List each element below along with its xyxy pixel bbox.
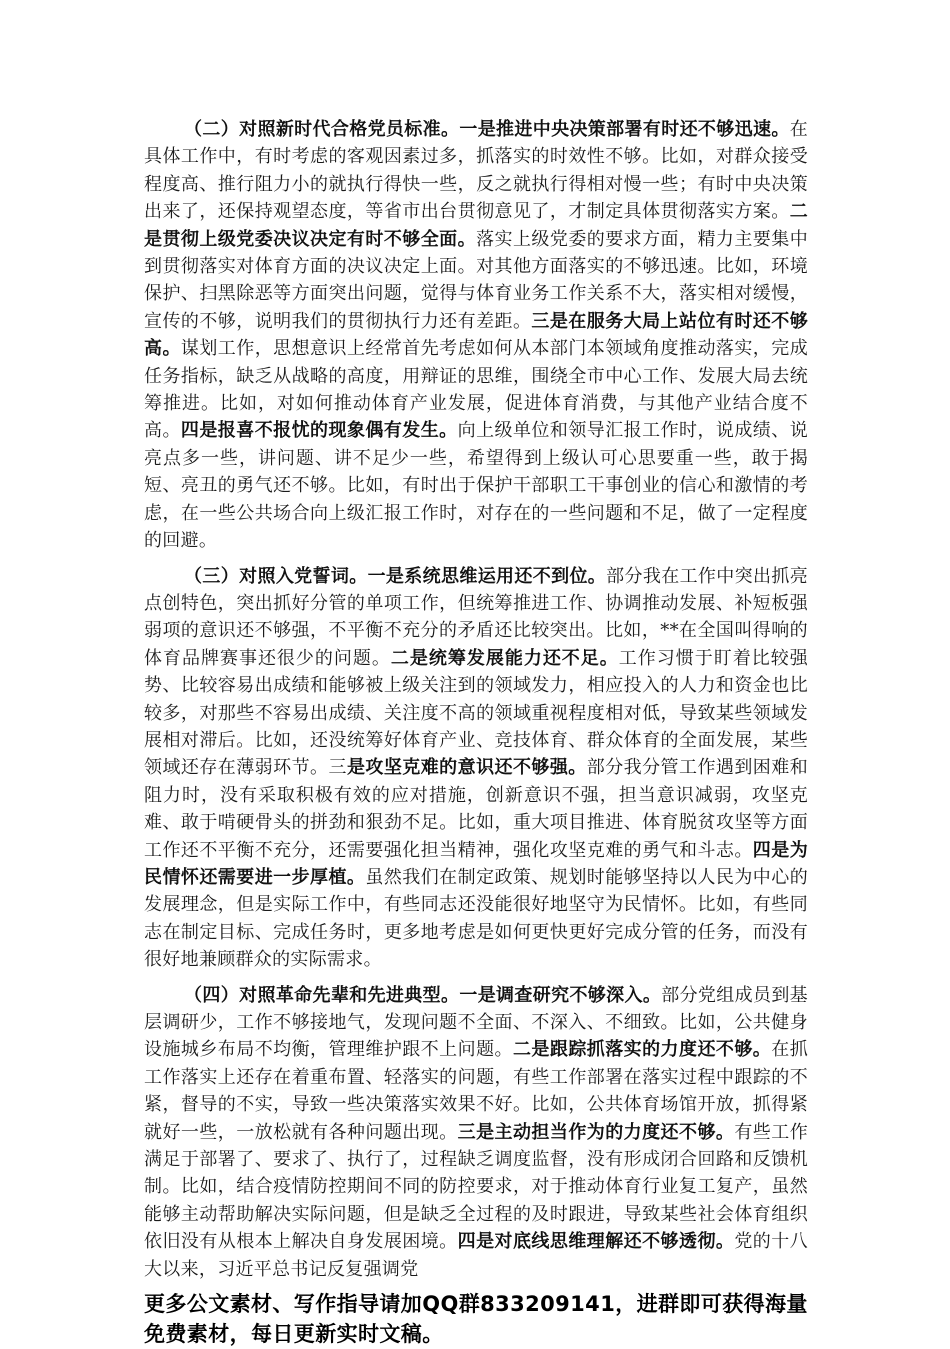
point-heading: 一是推进中央决策部署有时还不够迅速。 <box>459 119 790 140</box>
point-heading: 四是为民情怀还需要进一步厚植。 <box>144 839 808 888</box>
point-heading: 四是对底线思维理解还不够透彻。 <box>457 1231 735 1253</box>
point-heading: 三是主动担当作为的力度还不够。 <box>457 1121 735 1143</box>
body-text: 谋划工作，思想意识上经常首先考虑如何从本部门本领域角度推动落实，完成任务指标，缺乏从战略的高度，用辩证的思维，围绕全市中心工作、发展大局去统筹推进。比如，对如何推动体育产业发展，促进体育消费，与其他产业结合度不高。 <box>144 338 808 442</box>
body-text: 向上级单位和领导汇报工作时，说成绩、说亮点多一些，讲问题、讲不足少一些，希望得到上级认可心思要重一些，敢于揭短、亮丑的勇气还不够。比如，有时出于保护干部职工干事创业的信心和激情的考虑，在一些公共场合向上级汇报工作时，对存在的一些问题和不足，做了一定程度的回避。 <box>144 420 809 552</box>
body-text: 部分党组成员到基层调研少，工作不够接地气，发现问题不全面、不深入、不细致。比如，公共健身设施城乡布局不均衡，管理维护跟不上问题。 <box>144 984 808 1061</box>
body-text: 在具体工作中，有时考虑的客观因素过多，抓落实的时效性不够。比如，对群众接受程度高、推行阻力小的就执行得快一些，反之就执行得相对慢一些；有时中央决策出来了，还保持观望态度，等省市出台贯彻意见了，才制定具体贯彻落实方案。 <box>144 119 808 223</box>
body-text: 部分我在工作中突出抓亮点创特色，突出抓好分管的单项工作，但统筹推进工作、协调推动发展、补短板强弱项的意识还不够强，不平衡不充分的矛盾还比较突出。比如，**在全国叫得响的体育品牌赛事还很少的问题。 <box>144 565 808 669</box>
paragraph-4 <box>144 982 808 1283</box>
section-heading: （二）对照新时代合格党员标准。 <box>184 119 460 140</box>
point-heading: 四是报喜不报忧的现象偶有发生。 <box>180 420 458 442</box>
point-heading: 一是调查研究不够深入。 <box>459 984 662 1006</box>
point-heading: 二是跟踪抓落实的力度还不够。 <box>512 1039 772 1061</box>
body-text: 落实上级党委的要求方面，精力主要集中到贯彻落实对体育方面的决议决定上面。对其他方面落实的不够迅速。比如，环境保护、扫黑除恶等方面突出问题，觉得与体育业务工作关系不大，落实相对缓慢，宣传的不够，说明我们的贯彻执行力还有差距。 <box>144 228 808 332</box>
section-heading: （四）对照革命先辈和先进典型。 <box>184 984 460 1006</box>
point-heading: 是攻坚克难的意识还不够强。 <box>346 757 587 779</box>
body-text: 部分我分管工作遇到困难和阻力时，没有采取积极有效的应对措施，创新意识不强，担当意识减弱，攻坚克难、敢于啃硬骨头的拼劲和狠劲不足。比如，重大项目推进、体育脱贫攻坚等方面工作还不平衡不充分，还需要强化担当精神，强化攻坚克难的勇气和斗志。 <box>144 757 808 861</box>
promo-banner: 更多公文素材、写作指导请加QQ群833209141，进群即可获得海量免费素材，每日更新实时文稿。 <box>144 1292 808 1347</box>
point-heading: 一是系统思维运用还不到位。 <box>367 565 607 587</box>
body-text: 工作习惯于盯着比较强势、比较容易出成绩和能够被上级关注到的领域发力，相应投入的人力和资金也比较多，对那些不容易出成绩、关注度不高的领域重视程度相对低，导致某些领域发展相对滞后。比如，还没统筹好体育产业、竞技体育、群众体育的全面发展，某些领域还存在薄弱环节。三 <box>144 647 808 779</box>
section-heading: （三）对照入党誓词。 <box>184 565 368 587</box>
body-text: 有些工作满足于部署了、要求了、执行了，过程缺乏调度监督，没有形成闭合回路和反馈机制。比如，结合疫情防控期间不同的防控要求，对于推动体育行业复工复产，虽然能够主动帮助解决实际问题，但是缺乏全过程的及时跟进，导致某些社会体育组织依旧没有从根本上解决自身发展困境。 <box>144 1121 809 1253</box>
point-heading: 二是贯彻上级党委决议决定有时不够全面。 <box>144 201 808 250</box>
point-heading: 三是在服务大局上站位有时还不够高。 <box>144 310 808 360</box>
body-text: 在抓工作落实上还存在着重布置、轻落实的问题，有些工作部署在落实过程中跟踪的不紧，督导的不实，导致一些决策落实效果不好。比如，公共体育场馆开放，抓得紧就好一些，一放松就有各种问题出现。 <box>144 1039 808 1143</box>
body-text: 党的十八大以来，习近平总书记反复强调党 <box>144 1231 809 1280</box>
point-heading: 二是统筹发展能力还不足。 <box>390 647 619 669</box>
document-page <box>144 116 808 1349</box>
body-text: 虽然我们在制定政策、规划时能够坚持以人民为中心的发展理念，但是实际工作中，有些同志还没能很好地坚守为民情怀。比如，有些同志在制定目标、完成任务时，更多地考虑是如何更快更好完成分管的任务，而没有很好地兼顾群众的实际需求。 <box>144 866 808 971</box>
paragraph-3 <box>144 563 808 974</box>
paragraph-2 <box>144 116 808 555</box>
